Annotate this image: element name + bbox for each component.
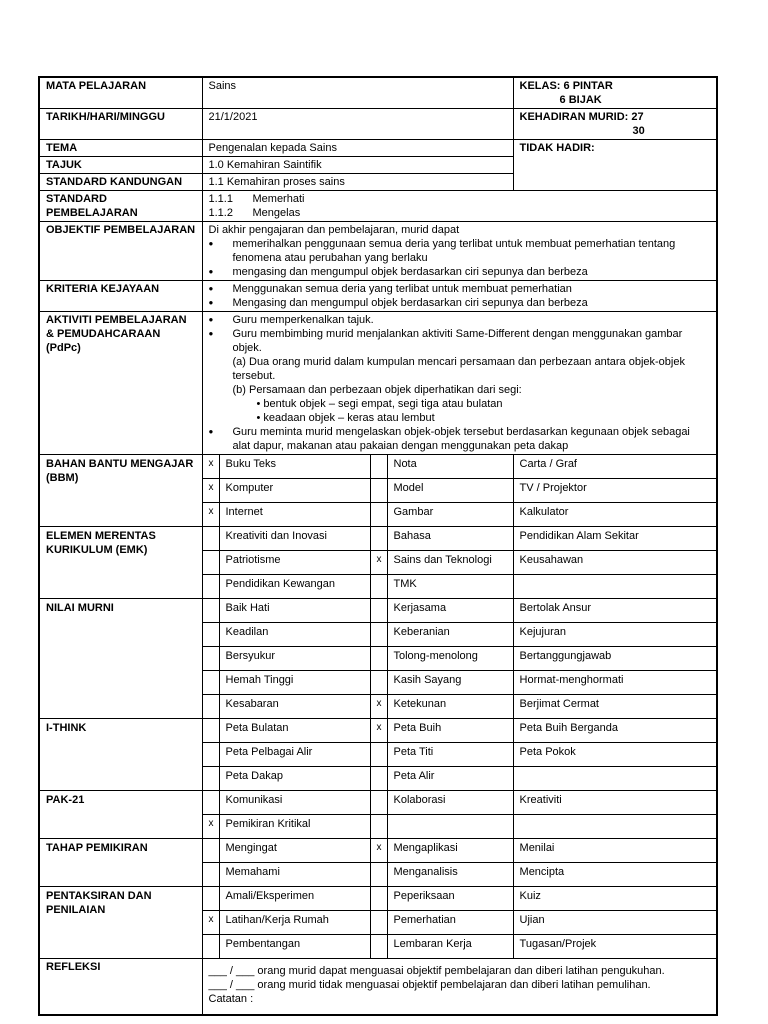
- option-label: Menganalisis: [387, 863, 513, 887]
- checkbox-mark[interactable]: [370, 503, 387, 527]
- ithink-label: I-THINK: [39, 719, 202, 791]
- option-label: Keadilan: [219, 623, 370, 647]
- option-label: [387, 815, 513, 839]
- option-label: [513, 575, 717, 599]
- aktiviti-item: ● Guru meminta murid mengelaskan objek-objek tersebut berdasarkan kegunaan objek sebagai alat dapur, makanan atau pakaian dengan menggunakan peta dakap: [209, 425, 711, 453]
- option-label: Kreativiti: [513, 791, 717, 815]
- option-label: Carta / Graf: [513, 455, 717, 479]
- checkbox-mark[interactable]: [202, 551, 219, 575]
- aktiviti-list: [209, 313, 711, 453]
- option-label: Nota: [387, 455, 513, 479]
- tarikh-label: TARIKH/HARI/MINGGU: [39, 109, 202, 140]
- checkbox-mark[interactable]: [202, 935, 219, 959]
- checkbox-mark[interactable]: x: [370, 551, 387, 575]
- option-label: Latihan/Kerja Rumah: [219, 911, 370, 935]
- kehadiran-line2: 30: [632, 125, 645, 137]
- pak21-row: [39, 791, 717, 815]
- kriteria-item: ● Menggunakan semua deria yang terlibat untuk membuat pemerhatian: [209, 282, 711, 296]
- option-label: Bersyukur: [219, 647, 370, 671]
- checkbox-mark[interactable]: [370, 527, 387, 551]
- option-label: Peperiksaan: [387, 887, 513, 911]
- kehadiran-label: KEHADIRAN MURID: 27: [519, 111, 644, 123]
- tidak-hadir-label: TIDAK HADIR:: [513, 140, 717, 191]
- option-label: Kolaborasi: [387, 791, 513, 815]
- option-label: Peta Alir: [387, 767, 513, 791]
- kehadiran-cell: [513, 109, 717, 140]
- option-label: Patriotisme: [219, 551, 370, 575]
- standard-pembelajaran-label: [39, 191, 202, 222]
- tema-value: Pengenalan kepada Sains: [202, 140, 513, 157]
- sp-2-num: 1.1.2: [208, 207, 233, 219]
- sp-label-line1: STANDARD: [46, 193, 107, 205]
- checkbox-mark[interactable]: [370, 671, 387, 695]
- checkbox-mark[interactable]: x: [202, 911, 219, 935]
- aktiviti-value: [202, 312, 717, 455]
- option-label: Peta Pelbagai Alir: [219, 743, 370, 767]
- checkbox-mark[interactable]: [370, 935, 387, 959]
- checkbox-mark[interactable]: [370, 911, 387, 935]
- bbm-row: [39, 455, 717, 479]
- option-label: Baik Hati: [219, 599, 370, 623]
- checkbox-mark[interactable]: [202, 743, 219, 767]
- option-label: TV / Projektor: [513, 479, 717, 503]
- aktiviti-item: [209, 327, 711, 425]
- checkbox-mark[interactable]: [370, 479, 387, 503]
- tema-label: TEMA: [39, 140, 202, 157]
- option-label: Menilai: [513, 839, 717, 863]
- pentaksiran-row: [39, 887, 717, 911]
- option-label: [513, 815, 717, 839]
- option-label: Buku Teks: [219, 455, 370, 479]
- option-label: Kalkulator: [513, 503, 717, 527]
- option-label: Kuiz: [513, 887, 717, 911]
- option-label: Ketekunan: [387, 695, 513, 719]
- objektif-intro: Di akhir pengajaran dan pembelajaran, murid dapat: [208, 224, 460, 236]
- objektif-item: ● memerihalkan penggunaan semua deria yang terlibat untuk membuat pemerhatian tentang fenomena atau perubahan yang berlaku: [209, 237, 711, 265]
- standard-kandungan-value: 1.1 Kemahiran proses sains: [202, 174, 513, 191]
- option-label: TMK: [387, 575, 513, 599]
- option-label: Keberanian: [387, 623, 513, 647]
- checkbox-mark[interactable]: [370, 647, 387, 671]
- option-label: Peta Titi: [387, 743, 513, 767]
- option-label: Kesabaran: [219, 695, 370, 719]
- checkbox-mark[interactable]: x: [202, 479, 219, 503]
- standard-kandungan-label: STANDARD KANDUNGAN: [39, 174, 202, 191]
- tarikh-value: 21/1/2021: [202, 109, 513, 140]
- option-label: Internet: [219, 503, 370, 527]
- emk-label: ELEMEN MERENTAS KURIKULUM (EMK): [39, 527, 202, 599]
- checkbox-mark[interactable]: x: [370, 695, 387, 719]
- refleksi-line1: ___ / ___ orang murid dapat menguasai objektif pembelajaran dan diberi latihan pengukuhan.: [208, 965, 665, 977]
- option-label: Pemikiran Kritikal: [219, 815, 370, 839]
- option-label: Peta Dakap: [219, 767, 370, 791]
- bbm-label: BAHAN BANTU MENGAJAR (BBM): [39, 455, 202, 527]
- checkbox-mark[interactable]: [202, 599, 219, 623]
- checkbox-mark[interactable]: [370, 767, 387, 791]
- tajuk-value: 1.0 Kemahiran Saintifik: [202, 157, 513, 174]
- option-label: Bertolak Ansur: [513, 599, 717, 623]
- aktiviti-item: ● Guru memperkenalkan tajuk.: [209, 313, 711, 327]
- checklist-grid: [39, 455, 717, 959]
- option-label: Berjimat Cermat: [513, 695, 717, 719]
- option-label: Memahami: [219, 863, 370, 887]
- option-label: Mengaplikasi: [387, 839, 513, 863]
- checkbox-mark[interactable]: [370, 815, 387, 839]
- refleksi-label: REFLEKSI: [39, 959, 202, 1015]
- aktiviti-label: AKTIVITI PEMBELAJARAN & PEMUDAHCARAAN (PdPc): [39, 312, 202, 455]
- objektif-list: [209, 237, 711, 279]
- option-label: Kejujuran: [513, 623, 717, 647]
- lesson-plan-table: [38, 76, 718, 1016]
- checkbox-mark[interactable]: x: [202, 455, 219, 479]
- checkbox-mark[interactable]: [370, 863, 387, 887]
- kriteria-label: KRITERIA KEJAYAAN: [39, 281, 202, 312]
- kelas-line2: 6 BIJAK: [559, 94, 602, 106]
- lesson-plan: [38, 76, 716, 1016]
- aktiviti-item-text: ● Guru membimbing murid menjalankan aktiviti Same-Different dengan menggunakan gambar objek.: [232, 328, 683, 354]
- objektif-item: ● mengasing dan mengumpul objek berdasarkan ciri sepunya dan berbeza: [209, 265, 711, 279]
- kelas-label: KELAS: 6 PINTAR: [519, 80, 613, 92]
- standard-pembelajaran-value: [202, 191, 717, 222]
- tahap-label: TAHAP PEMIKIRAN: [39, 839, 202, 887]
- sp-2-text: Mengelas: [252, 207, 301, 219]
- checkbox-mark[interactable]: x: [202, 503, 219, 527]
- emk-row: [39, 527, 717, 551]
- sp-1-text: Memerhati: [252, 193, 305, 205]
- checkbox-mark[interactable]: [202, 527, 219, 551]
- kelas-cell: [513, 77, 717, 109]
- aktiviti-sub-b-2: • keadaan objek – keras atau lembut: [256, 412, 435, 424]
- option-label: Komunikasi: [219, 791, 370, 815]
- tahap-row: [39, 839, 717, 863]
- tajuk-label: TAJUK: [39, 157, 202, 174]
- option-label: Peta Bulatan: [219, 719, 370, 743]
- checkbox-mark[interactable]: [370, 887, 387, 911]
- option-label: Ujian: [513, 911, 717, 935]
- checkbox-mark[interactable]: [202, 887, 219, 911]
- checkbox-mark[interactable]: [202, 791, 219, 815]
- option-label: Pembentangan: [219, 935, 370, 959]
- checkbox-mark[interactable]: [370, 623, 387, 647]
- checkbox-mark[interactable]: [370, 575, 387, 599]
- option-label: Pendidikan Alam Sekitar: [513, 527, 717, 551]
- refleksi-catatan: Catatan :: [208, 993, 254, 1005]
- checkbox-mark[interactable]: [202, 623, 219, 647]
- checkbox-mark[interactable]: [370, 791, 387, 815]
- checkbox-mark[interactable]: [202, 575, 219, 599]
- nilai-label: NILAI MURNI: [39, 599, 202, 719]
- option-label: Tolong-menolong: [387, 647, 513, 671]
- kriteria-value: [202, 281, 717, 312]
- mata-pelajaran-label: MATA PELAJARAN: [39, 77, 202, 109]
- kriteria-item: ● Mengasing dan mengumpul objek berdasarkan ciri sepunya dan berbeza: [209, 296, 711, 310]
- option-label: Gambar: [387, 503, 513, 527]
- option-label: Tugasan/Projek: [513, 935, 717, 959]
- objektif-value: [202, 222, 717, 281]
- pentaksiran-label: PENTAKSIRAN DAN PENILAIAN: [39, 887, 202, 959]
- mata-pelajaran-value: Sains: [202, 77, 513, 109]
- option-label: Keusahawan: [513, 551, 717, 575]
- ithink-row: [39, 719, 717, 743]
- option-label: Bertanggungjawab: [513, 647, 717, 671]
- checkbox-mark[interactable]: [202, 719, 219, 743]
- kriteria-list: [209, 282, 711, 310]
- checkbox-mark[interactable]: x: [370, 839, 387, 863]
- option-label: Bahasa: [387, 527, 513, 551]
- option-label: Mencipta: [513, 863, 717, 887]
- option-label: Peta Pokok: [513, 743, 717, 767]
- option-label: Kasih Sayang: [387, 671, 513, 695]
- option-label: Pendidikan Kewangan: [219, 575, 370, 599]
- sp-1-num: 1.1.1: [208, 193, 233, 205]
- aktiviti-sub-b: (b) Persamaan dan perbezaan objek diperhatikan dari segi:: [232, 384, 522, 396]
- checkbox-mark[interactable]: [202, 839, 219, 863]
- refleksi-value: [202, 959, 717, 1015]
- option-label: Kerjasama: [387, 599, 513, 623]
- checkbox-mark[interactable]: [370, 743, 387, 767]
- option-label: Sains dan Teknologi: [387, 551, 513, 575]
- option-label: Pemerhatian: [387, 911, 513, 935]
- option-label: Amali/Eksperimen: [219, 887, 370, 911]
- checkbox-mark[interactable]: [202, 671, 219, 695]
- nilai-row: [39, 599, 717, 623]
- option-label: Peta Buih: [387, 719, 513, 743]
- checkbox-mark[interactable]: [202, 695, 219, 719]
- option-label: [513, 767, 717, 791]
- checkbox-mark[interactable]: [202, 863, 219, 887]
- option-label: Komputer: [219, 479, 370, 503]
- objektif-label: OBJEKTIF PEMBELAJARAN: [39, 222, 202, 281]
- option-label: Peta Buih Berganda: [513, 719, 717, 743]
- option-label: Mengingat: [219, 839, 370, 863]
- option-label: Hormat-menghormati: [513, 671, 717, 695]
- aktiviti-sub-b-1: • bentuk objek – segi empat, segi tiga atau bulatan: [256, 398, 503, 410]
- checkbox-mark[interactable]: [202, 767, 219, 791]
- checkbox-mark[interactable]: [202, 647, 219, 671]
- option-label: Hemah Tinggi: [219, 671, 370, 695]
- aktiviti-sub-a: (a) Dua orang murid dalam kumpulan mencari persamaan dan perbezaan antara objek-objek tersebut.: [232, 356, 685, 382]
- refleksi-line2: ___ / ___ orang murid tidak menguasai objektif pembelajaran dan diberi latihan pemulihan.: [208, 979, 651, 991]
- checkbox-mark[interactable]: x: [202, 815, 219, 839]
- option-label: Model: [387, 479, 513, 503]
- checkbox-mark[interactable]: [370, 599, 387, 623]
- checkbox-mark[interactable]: x: [370, 719, 387, 743]
- checkbox-mark[interactable]: [370, 455, 387, 479]
- option-label: Kreativiti dan Inovasi: [219, 527, 370, 551]
- sp-label-line2: PEMBELAJARAN: [46, 207, 138, 219]
- pak21-label: PAK-21: [39, 791, 202, 839]
- option-label: Lembaran Kerja: [387, 935, 513, 959]
